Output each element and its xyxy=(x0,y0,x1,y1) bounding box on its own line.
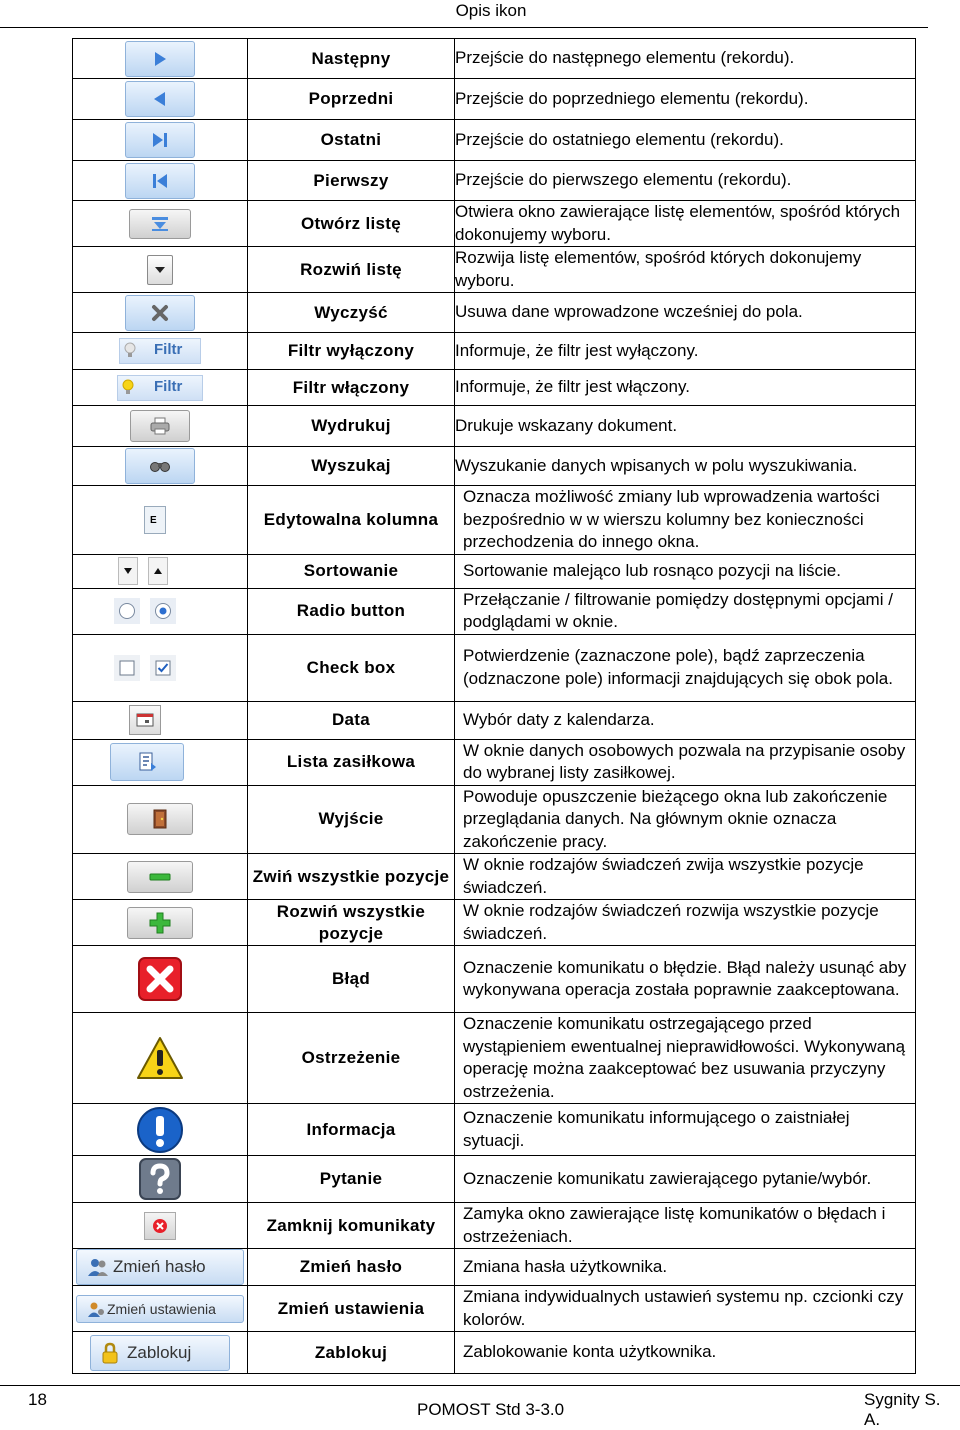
filter-off-icon xyxy=(119,338,201,364)
icon-name: Check box xyxy=(248,634,455,701)
icon-name: Rozwiń listę xyxy=(248,247,455,293)
icon-description: Informuje, że filtr jest wyłączony. xyxy=(455,333,916,370)
icon-name: Ostrzeżenie xyxy=(248,1013,455,1104)
first-button-icon xyxy=(125,163,195,199)
printer-icon xyxy=(130,410,190,442)
icon-name: Edytowalna kolumna xyxy=(248,486,455,555)
open-list-icon xyxy=(129,209,191,239)
benefit-list-icon xyxy=(110,743,184,781)
icon-description: Wybór daty z kalendarza. xyxy=(455,701,916,739)
table-row xyxy=(73,486,916,555)
filter-on-icon xyxy=(117,375,203,401)
icon-name: Wydrukuj xyxy=(248,406,455,447)
editable-marker: E xyxy=(150,514,157,526)
filter-label: Filtr xyxy=(154,377,183,395)
table-row xyxy=(73,701,916,739)
table-row xyxy=(73,854,916,900)
clear-icon xyxy=(125,295,195,331)
icon-name: Otwórz listę xyxy=(248,201,455,247)
icon-description: Wyszukanie danych wpisanych w polu wyszukiwania. xyxy=(455,447,916,486)
table-row xyxy=(73,1104,916,1156)
icon-description: Zmiana indywidualnych ustawień systemu np. czcionki czy kolorów. xyxy=(455,1286,916,1332)
header-rule xyxy=(0,27,928,28)
table-row xyxy=(73,785,916,854)
dropdown-icon xyxy=(147,255,173,285)
icon-name: Radio button xyxy=(248,588,455,634)
icon-description: Przejście do następnego elementu (rekordu). xyxy=(455,39,916,79)
collapse-all-icon xyxy=(127,861,193,893)
editable-column-icon xyxy=(144,506,166,534)
table-row xyxy=(73,900,916,946)
table-row xyxy=(73,161,916,201)
icon-description: Drukuje wskazany dokument. xyxy=(455,406,916,447)
calendar-icon xyxy=(129,705,161,735)
table-row xyxy=(73,370,916,406)
next-button-icon xyxy=(125,41,195,77)
icon-description: Usuwa dane wprowadzone wcześniej do pola. xyxy=(455,293,916,333)
information-icon xyxy=(136,1106,184,1154)
icon-description: Otwiera okno zawierające listę elementów, spośród których dokonujemy wyboru. xyxy=(455,201,916,247)
radio-unselected-icon xyxy=(114,598,140,624)
table-row xyxy=(73,333,916,370)
checkbox-checked-icon xyxy=(150,655,176,681)
table-row xyxy=(73,39,916,79)
icon-name: Pierwszy xyxy=(248,161,455,201)
icon-name: Pytanie xyxy=(248,1156,455,1203)
icon-name: Filtr wyłączony xyxy=(248,333,455,370)
icon-description: W oknie rodzajów świadczeń zwija wszystkie pozycje świadczeń. xyxy=(455,854,916,900)
last-button-icon xyxy=(125,122,195,158)
icon-description: Oznaczenie komunikatu informującego o zaistniałej sytuacji. xyxy=(455,1104,916,1156)
icon-description: Przełączanie / filtrowanie pomiędzy dostępnymi opcjami / podglądami w oknie. xyxy=(455,588,916,634)
icon-description: Zablokowanie konta użytkownika. xyxy=(455,1332,916,1374)
icon-name: Rozwiń wszystkie pozycje xyxy=(248,900,455,946)
icon-name: Następny xyxy=(248,39,455,79)
icon-description: W oknie danych osobowych pozwala na przypisanie osoby do wybranej listy zasiłkowej. xyxy=(455,739,916,785)
icon-description: Przejście do poprzedniego elementu (rekordu). xyxy=(455,79,916,120)
icon-description: Oznaczenie komunikatu zawierającego pytanie/wybór. xyxy=(455,1156,916,1203)
page-footer xyxy=(0,1380,960,1429)
icon-description: W oknie rodzajów świadczeń rozwija wszystkie pozycje świadczeń. xyxy=(455,900,916,946)
icon-description: Zmiana hasła użytkownika. xyxy=(455,1249,916,1286)
table-row xyxy=(73,739,916,785)
table-row xyxy=(73,201,916,247)
radio-selected-icon xyxy=(150,598,176,624)
binoculars-icon xyxy=(125,448,195,484)
lock-label: Zablokuj xyxy=(127,1342,192,1362)
icon-name: Wyjście xyxy=(248,785,455,854)
icon-name: Wyczyść xyxy=(248,293,455,333)
icon-name: Zmień hasło xyxy=(248,1249,455,1286)
icon-description: Oznacza możliwość zmiany lub wprowadzenia wartości bezpośrednio w w wierszu kolumny bez konieczności przechodzenia do innego okna. xyxy=(455,486,916,555)
icon-name: Ostatni xyxy=(248,120,455,161)
icon-name: Filtr włączony xyxy=(248,370,455,406)
icon-name: Informacja xyxy=(248,1104,455,1156)
icon-description: Przejście do ostatniego elementu (rekordu). xyxy=(455,120,916,161)
previous-button-icon xyxy=(125,81,195,117)
sort-ascending-icon xyxy=(148,557,168,585)
table-row xyxy=(73,946,916,1013)
icon-description: Przejście do pierwszego elementu (rekordu). xyxy=(455,161,916,201)
table-row xyxy=(73,79,916,120)
table-row xyxy=(73,588,916,634)
lock-button-icon xyxy=(90,1335,230,1371)
icon-name: Zablokuj xyxy=(248,1332,455,1374)
table-row xyxy=(73,1013,916,1104)
table-row xyxy=(73,1332,916,1374)
icon-name: Zmień ustawienia xyxy=(248,1286,455,1332)
icon-name: Zamknij komunikaty xyxy=(248,1203,455,1249)
icon-name: Data xyxy=(248,701,455,739)
sort-icons xyxy=(118,557,178,585)
table-row xyxy=(73,554,916,588)
table-row xyxy=(73,447,916,486)
icon-name: Wyszukaj xyxy=(248,447,455,486)
table-row xyxy=(73,120,916,161)
radio-button-icons xyxy=(114,598,178,624)
question-icon xyxy=(138,1157,182,1201)
icon-description: Zamyka okno zawierające listę komunikatów o błędach i ostrzeżeniach. xyxy=(455,1203,916,1249)
icon-name: Lista zasiłkowa xyxy=(248,739,455,785)
exit-door-icon xyxy=(127,803,193,835)
change-settings-label: Zmień ustawienia xyxy=(107,1300,216,1317)
error-icon xyxy=(137,956,183,1002)
table-row xyxy=(73,293,916,333)
icon-name: Zwiń wszystkie pozycje xyxy=(248,854,455,900)
icon-description: Powoduje opuszczenie bieżącego okna lub zakończenie przeglądania danych. Na głównym oknie oznacza zakończenie pracy. xyxy=(455,785,916,854)
table-row xyxy=(73,1203,916,1249)
icon-name: Sortowanie xyxy=(248,554,455,588)
page-header xyxy=(0,0,960,28)
change-password-button-icon xyxy=(76,1249,244,1285)
icon-name: Błąd xyxy=(248,946,455,1013)
icon-description: Potwierdzenie (zaznaczone pole), bądź zaprzeczenia (odznaczone pole) informacji znajdujących się obok pola. xyxy=(455,634,916,701)
check-box-icons xyxy=(114,655,182,681)
header-title: Opis ikon xyxy=(455,1,527,20)
close-messages-icon xyxy=(144,1212,176,1240)
icon-name: Poprzedni xyxy=(248,79,455,120)
footer-rule xyxy=(0,1385,960,1386)
company-name: Sygnity S. A. xyxy=(864,1390,941,1429)
icon-table xyxy=(72,38,916,1374)
filter-label: Filtr xyxy=(154,341,183,358)
icon-description: Rozwija listę elementów, spośród których dokonujemy wyboru. xyxy=(455,247,916,293)
expand-all-icon xyxy=(127,907,193,939)
product-name: POMOST Std 3-3.0 xyxy=(417,1400,565,1419)
icon-description: Informuje, że filtr jest włączony. xyxy=(455,370,916,406)
table-row xyxy=(73,1156,916,1203)
table-row xyxy=(73,406,916,447)
sort-descending-icon xyxy=(118,557,138,585)
checkbox-unchecked-icon xyxy=(114,655,140,681)
table-row xyxy=(73,247,916,293)
table-row xyxy=(73,634,916,701)
icon-description: Oznaczenie komunikatu o błędzie. Błąd należy usunąć aby wykonywana operacja została poprawnie zaakceptowana. xyxy=(455,946,916,1013)
table-row xyxy=(73,1249,916,1286)
warning-icon xyxy=(136,1035,184,1081)
page-number: 18 xyxy=(28,1390,47,1409)
icon-description: Sortowanie malejąco lub rosnąco pozycji na liście. xyxy=(455,554,916,588)
change-settings-button-icon xyxy=(76,1295,244,1323)
icon-description: Oznaczenie komunikatu ostrzegającego przed wystąpieniem ewentualnej nieprawidłowości. Wykonywaną operację można zaakceptować bez usuwania przyczyny ostrzeżenia. xyxy=(455,1013,916,1104)
table-row xyxy=(73,1286,916,1332)
change-password-label: Zmień hasło xyxy=(113,1257,206,1276)
